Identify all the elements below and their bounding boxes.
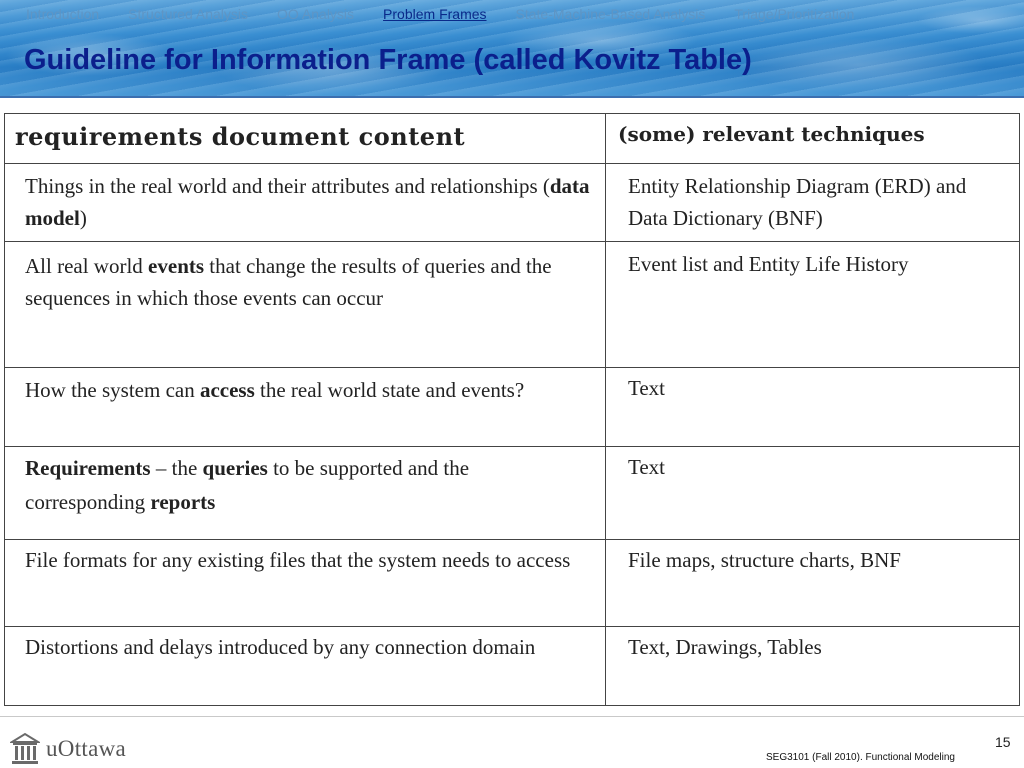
technique-cell: Text, Drawings, Tables <box>606 627 1020 706</box>
technique-cell: Event list and Entity Life History <box>606 242 1020 368</box>
course-label: SEG3101 (Fall 2010). Functional Modeling <box>766 752 955 763</box>
nav-item-problem-frames[interactable]: Problem Frames <box>383 6 487 22</box>
page-number: 15 <box>995 734 1011 750</box>
content-cell: All real world events that change the results of queries and the sequences in which those events can occur <box>5 242 606 368</box>
technique-cell: Entity Relationship Diagram (ERD) and Data Dictionary (BNF) <box>606 164 1020 242</box>
uottawa-logo <box>10 732 126 766</box>
header-content-column: requirements document content <box>5 114 606 164</box>
content-cell: Things in the real world and their attributes and relationships (data model) <box>5 164 606 242</box>
nav-item-structured-analysis[interactable]: Structured Analysis <box>128 6 249 22</box>
nav-item-introduction[interactable]: Introduction <box>26 6 100 22</box>
slide-title: Guideline for Information Frame (called Kovitz Table) <box>24 44 752 76</box>
table-row <box>5 447 1020 540</box>
content-cell: Requirements – the queries to be supported and the corresponding reports <box>5 447 606 540</box>
table-row <box>5 242 1020 368</box>
nav-item-oo-analysis[interactable]: OO Analysis <box>277 6 355 22</box>
kovitz-table <box>4 113 1020 706</box>
logo-text: uOttawa <box>46 736 127 761</box>
section-nav <box>26 6 1004 26</box>
building-columns-icon <box>10 732 40 766</box>
table-row <box>5 627 1020 706</box>
nav-item-state-machine-analysis[interactable]: State-Machine-Based Analysis <box>515 6 706 22</box>
table-header-row <box>5 114 1020 164</box>
table-row <box>5 164 1020 242</box>
header-divider <box>0 96 1024 98</box>
content-cell: File formats for any existing files that the system needs to access <box>5 540 606 627</box>
footer-divider <box>0 716 1024 717</box>
technique-cell: Text <box>606 368 1020 447</box>
header-techniques-column: (some) relevant techniques <box>606 114 1020 164</box>
header-banner <box>0 0 1024 96</box>
technique-cell: File maps, structure charts, BNF <box>606 540 1020 627</box>
content-cell: How the system can access the real world state and events? <box>5 368 606 447</box>
nav-item-triage-prioritization[interactable]: Triage/Prioritization <box>734 6 855 22</box>
content-cell: Distortions and delays introduced by any connection domain <box>5 627 606 706</box>
table-row <box>5 368 1020 447</box>
table-row <box>5 540 1020 627</box>
technique-cell: Text <box>606 447 1020 540</box>
